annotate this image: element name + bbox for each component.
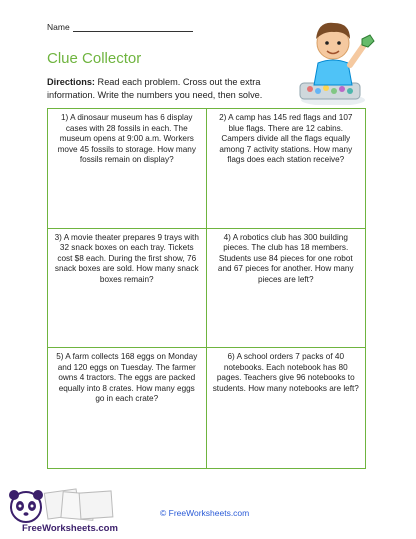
problem-cell-5[interactable]: 5) A farm collects 168 eggs on Monday and 120 eggs on Tuesday. The farmer owns 4 tractors. The eggs are packed equally into 8 crates. How many eggs go in each crate? [48,348,207,468]
problem-cell-3[interactable]: 3) A movie theater prepares 9 trays with 32 snack boxes on each tray. Tickets cost $8 each. During the first show, 76 snack boxes are sold. How many snack boxes remain? [48,229,207,349]
footer-copyright-link[interactable]: © FreeWorksheets.com [160,508,250,518]
problem-cell-1[interactable]: 1) A dinosaur museum has 6 display cases with 28 fossils in each. The museum opens at 9:00 a.m. Workers move 45 fossils to storage. How many fossils remain on display? [48,109,207,229]
logo-wordmark: FreeWorksheets.com [22,523,118,534]
name-label: Name [47,22,70,32]
directions-label: Directions: [47,77,95,87]
directions-text: Read each problem. Cross out the extra information. Write the numbers you need, then solve. [47,77,263,100]
problem-cell-2[interactable]: 2) A camp has 145 red flags and 107 blue flags. There are 12 cabins. Campers divide all the flags equally among 7 activity stations. How many flags does each station receive? [207,109,366,229]
name-row [47,22,193,32]
page-title: Clue Collector [47,50,142,67]
problem-grid [47,108,366,469]
freeworksheets-logo [4,487,154,535]
problem-cell-6[interactable]: 6) A school orders 7 packs of 40 notebooks. Each notebook has 80 pages. Teachers give 96 notebooks to students. How many notebooks are left? [212,352,359,393]
problem-cell-4[interactable]: 4) A robotics club has 300 building pieces. The club has 18 members. Students use 84 pieces for one robot and 67 pieces for another. How many pieces are left? [207,229,366,349]
directions [47,76,292,101]
boy-mascot-illustration [288,5,388,105]
name-line[interactable] [73,23,193,32]
